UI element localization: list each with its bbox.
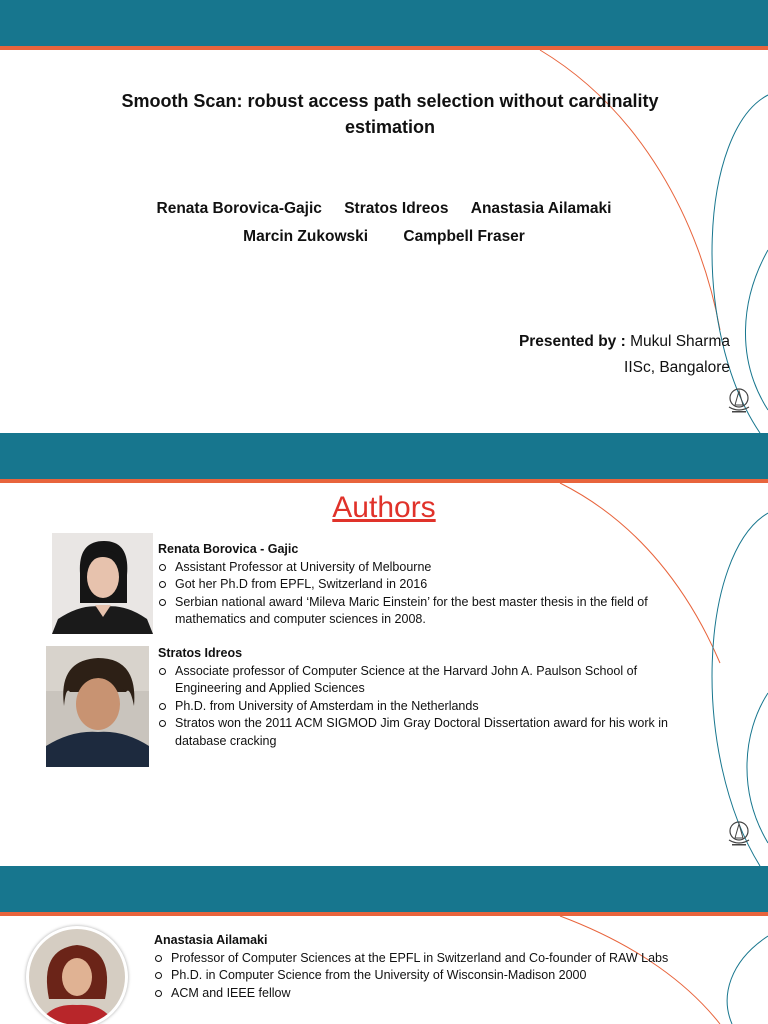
list-item: Assistant Professor at University of Melbourne bbox=[158, 559, 693, 577]
author-name: Stratos Idreos bbox=[158, 646, 243, 660]
paper-title: Smooth Scan: robust access path selection without cardinality estimation bbox=[121, 91, 659, 137]
author-name: Renata Borovica-Gajic bbox=[156, 200, 322, 217]
author-photo bbox=[52, 533, 153, 634]
author-bio-renata bbox=[158, 541, 693, 629]
author-bio-stratos bbox=[158, 645, 693, 750]
slide-title bbox=[0, 0, 768, 433]
list-item: Ph.D. in Computer Science from the University of Wisconsin-Madison 2000 bbox=[154, 967, 714, 985]
presenter-line bbox=[519, 333, 730, 351]
author-points bbox=[154, 950, 714, 1003]
list-item: Associate professor of Computer Science at the Harvard John A. Paulson School of Engineering and Applied Sciences bbox=[158, 663, 693, 698]
authors-row-2 bbox=[0, 228, 768, 246]
list-item: Ph.D. from University of Amsterdam in the Netherlands bbox=[158, 698, 693, 716]
list-item: Professor of Computer Sciences at the EPFL in Switzerland and Co-founder of RAW Labs bbox=[154, 950, 714, 968]
author-name: Renata Borovica - Gajic bbox=[158, 542, 299, 556]
iisc-emblem-icon bbox=[723, 818, 755, 850]
iisc-emblem-icon bbox=[723, 385, 755, 417]
presenter-name: Mukul Sharma bbox=[630, 333, 730, 350]
list-item: Serbian national award ‘Mileva Maric Einstein’ for the best master thesis in the field of mathematics and computer sciences in 2008. bbox=[158, 594, 693, 629]
list-item: Stratos won the 2011 ACM SIGMOD Jim Gray Doctoral Dissertation award for his work in database cracking bbox=[158, 715, 693, 750]
list-item: ACM and IEEE fellow bbox=[154, 985, 714, 1003]
slide-authors-continued bbox=[0, 866, 768, 1024]
author-name: Campbell Fraser bbox=[403, 228, 525, 245]
authors-row-1 bbox=[0, 200, 768, 218]
author-photo bbox=[26, 926, 128, 1024]
author-name: Marcin Zukowski bbox=[243, 228, 369, 245]
presenter-affiliation: IISc, Bangalore bbox=[624, 359, 730, 376]
presented-label: Presented by : bbox=[518, 333, 626, 350]
slide-authors bbox=[0, 433, 768, 866]
list-item: Got her Ph.D from EPFL, Switzerland in 2016 bbox=[158, 576, 693, 594]
author-points bbox=[158, 663, 693, 751]
author-name: Anastasia Ailamaki bbox=[470, 200, 612, 217]
author-name: Stratos Idreos bbox=[344, 200, 449, 217]
author-points bbox=[158, 559, 693, 629]
author-photo bbox=[46, 646, 149, 767]
author-name: Anastasia Ailamaki bbox=[154, 933, 268, 947]
author-bio-anastasia bbox=[154, 932, 714, 1002]
authors-heading: Authors bbox=[332, 491, 436, 524]
